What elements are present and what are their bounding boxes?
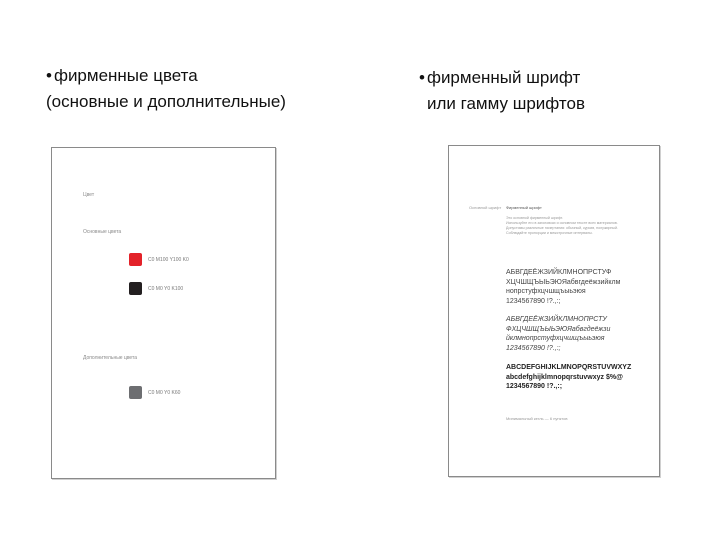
font-title: фирменный шрифт	[426, 68, 581, 87]
swatch-black-label: C0 M0 Y0 K100	[148, 286, 184, 292]
specimen-line: 1234567890 !?.,:;	[506, 383, 563, 390]
swatch-red-label: C0 M100 Y100 K0	[148, 257, 189, 263]
swatch-gray	[129, 386, 142, 399]
font-description	[506, 216, 618, 236]
font-page-title: Фирменный шрифт	[506, 205, 542, 210]
colors-subtitle: (основные и дополнительные)	[46, 92, 286, 111]
specimen-line: ФХЦЧШЩЪЫЬЭЮЯабвгдеёжзи	[506, 325, 611, 333]
font-footer-note: Минимальный кегль — 6 пунктов	[506, 416, 568, 421]
colors-title: фирменные цвета	[53, 66, 198, 85]
font-description-line: Используйте его в заголовках и основном тексте всех материалов.	[506, 221, 618, 225]
swatch-gray-label: C0 M0 Y0 K60	[148, 390, 181, 396]
bold-specimen	[506, 363, 631, 392]
specimen-line: 1234567890 !?.,:;	[506, 297, 561, 305]
colors-heading	[46, 63, 286, 115]
swatch-red	[129, 253, 142, 266]
colors-page-thumbnail	[51, 147, 276, 479]
swatch-black	[129, 282, 142, 295]
primary-colors-label: Основные цвета	[83, 229, 122, 235]
font-subtitle: или гамму шрифтов	[427, 94, 585, 113]
font-description-line: Соблюдайте пропорции и межстрочные интервалы.	[506, 231, 593, 235]
specimen-line: ABCDEFGHIJKLMNOPQRSTUVWXYZ	[506, 364, 632, 371]
specimen-line: АБВГДЕЁЖЗИЙКЛМНОПРСТУФ	[506, 269, 612, 276]
secondary-colors-label: Дополнительные цвета	[83, 355, 138, 361]
regular-specimen	[506, 268, 620, 306]
specimen-line: ХЦЧШЩЪЫЬЭЮЯабвгдеёжзийклм	[506, 278, 621, 286]
font-page-thumbnail	[448, 145, 660, 477]
bullet-icon: •	[419, 68, 425, 87]
font-description-line: Это основной фирменный шрифт.	[506, 216, 563, 220]
specimen-line: нопрстуфхцчшщъыьэюя	[506, 288, 586, 295]
font-description-line: Допустимы различные начертания: обычный, курсив, полужирный.	[506, 226, 618, 230]
specimen-line: abcdefghijklmnopqrstuvwxyz $%@	[506, 373, 623, 381]
font-heading	[419, 65, 585, 117]
font-title-line	[419, 65, 585, 91]
colors-page-heading: Цвет	[83, 192, 95, 198]
bullet-icon: •	[46, 66, 52, 85]
italic-specimen	[506, 315, 610, 353]
font-side-label: Основной шрифт	[469, 205, 502, 210]
colors-title-line	[46, 63, 286, 89]
specimen-line: АБВГДЕЁЖЗИЙКЛМНОПРСТУ	[506, 316, 607, 323]
specimen-line: 1234567890 !?.,:;	[506, 344, 561, 352]
specimen-line: йклмнопрстуфхцчшщъыьэюя	[506, 335, 605, 342]
